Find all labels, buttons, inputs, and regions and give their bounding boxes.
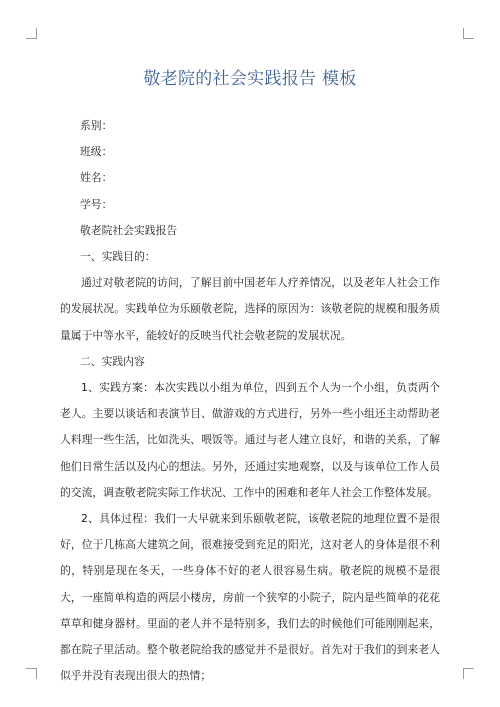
document-title: 敬老院的社会实践报告 模板 xyxy=(143,69,357,89)
document-body xyxy=(60,113,440,689)
crop-mark-bottom-right xyxy=(463,668,474,679)
paragraph-plan: 1、实践方案：本次实践以小组为单位，四到五个人为一个小组，负责两个老人。主要以谈话和表演节目、做游戏的方式进行，另外一些小组还主动帮助老人料理一些生活，比如洗头、喂饭等。通过与老人建立良好，和谐的关系，了解他们日常生活以及内心的想法。另外，还通过实地观察，以及与该单位工作人员的交流，调查敬老院实际工作状况、工作中的困难和老年人社会工作整体发展。 xyxy=(60,381,440,499)
report-heading: 敬老院社会实践报告 xyxy=(80,223,178,237)
crop-mark-top-right xyxy=(463,28,474,39)
paragraph-process: 2、具体过程：我们一大早就来到乐颐敬老院，该敬老院的地理位置不是很好，位于几栋高大建筑之间，很难接受到充足的阳光，这对老人的身体是很不利的，特别是现在冬天，一些身体不好的老人很容易生病。敬老院的规模不是很大，一座简单构造的两层小楼房，房前一个狭窄的小院子，院内是些简单的花花草草和健身器材。里面的老人并不是特别多，我们去的时候他们可能刚刚起来，都在院子里活动。整个敬老院给我的感觉并不是很好。首先对于我们的到来老人似乎并没有表现出很大的热情； xyxy=(60,512,440,683)
section-content-heading: 二、实践内容 xyxy=(80,354,145,368)
field-student-id: 学号： xyxy=(80,197,113,211)
crop-mark-top-left xyxy=(26,28,37,39)
field-name: 姓名： xyxy=(80,171,113,185)
field-department: 系别： xyxy=(80,119,113,132)
paragraph-purpose: 通过对敬老院的访问，了解目前中国老年人疗养情况，以及老年人社会工作的发展状况。实践单位为乐颐敬老院，选择的原因为：该敬老院的规模和服务质量属于中等水平，能较好的反映当代社会敬老院的发展状况。 xyxy=(60,276,440,342)
field-class: 班级： xyxy=(80,145,113,159)
crop-mark-bottom-left xyxy=(26,668,37,679)
section-purpose-heading: 一、实践目的： xyxy=(80,250,156,264)
